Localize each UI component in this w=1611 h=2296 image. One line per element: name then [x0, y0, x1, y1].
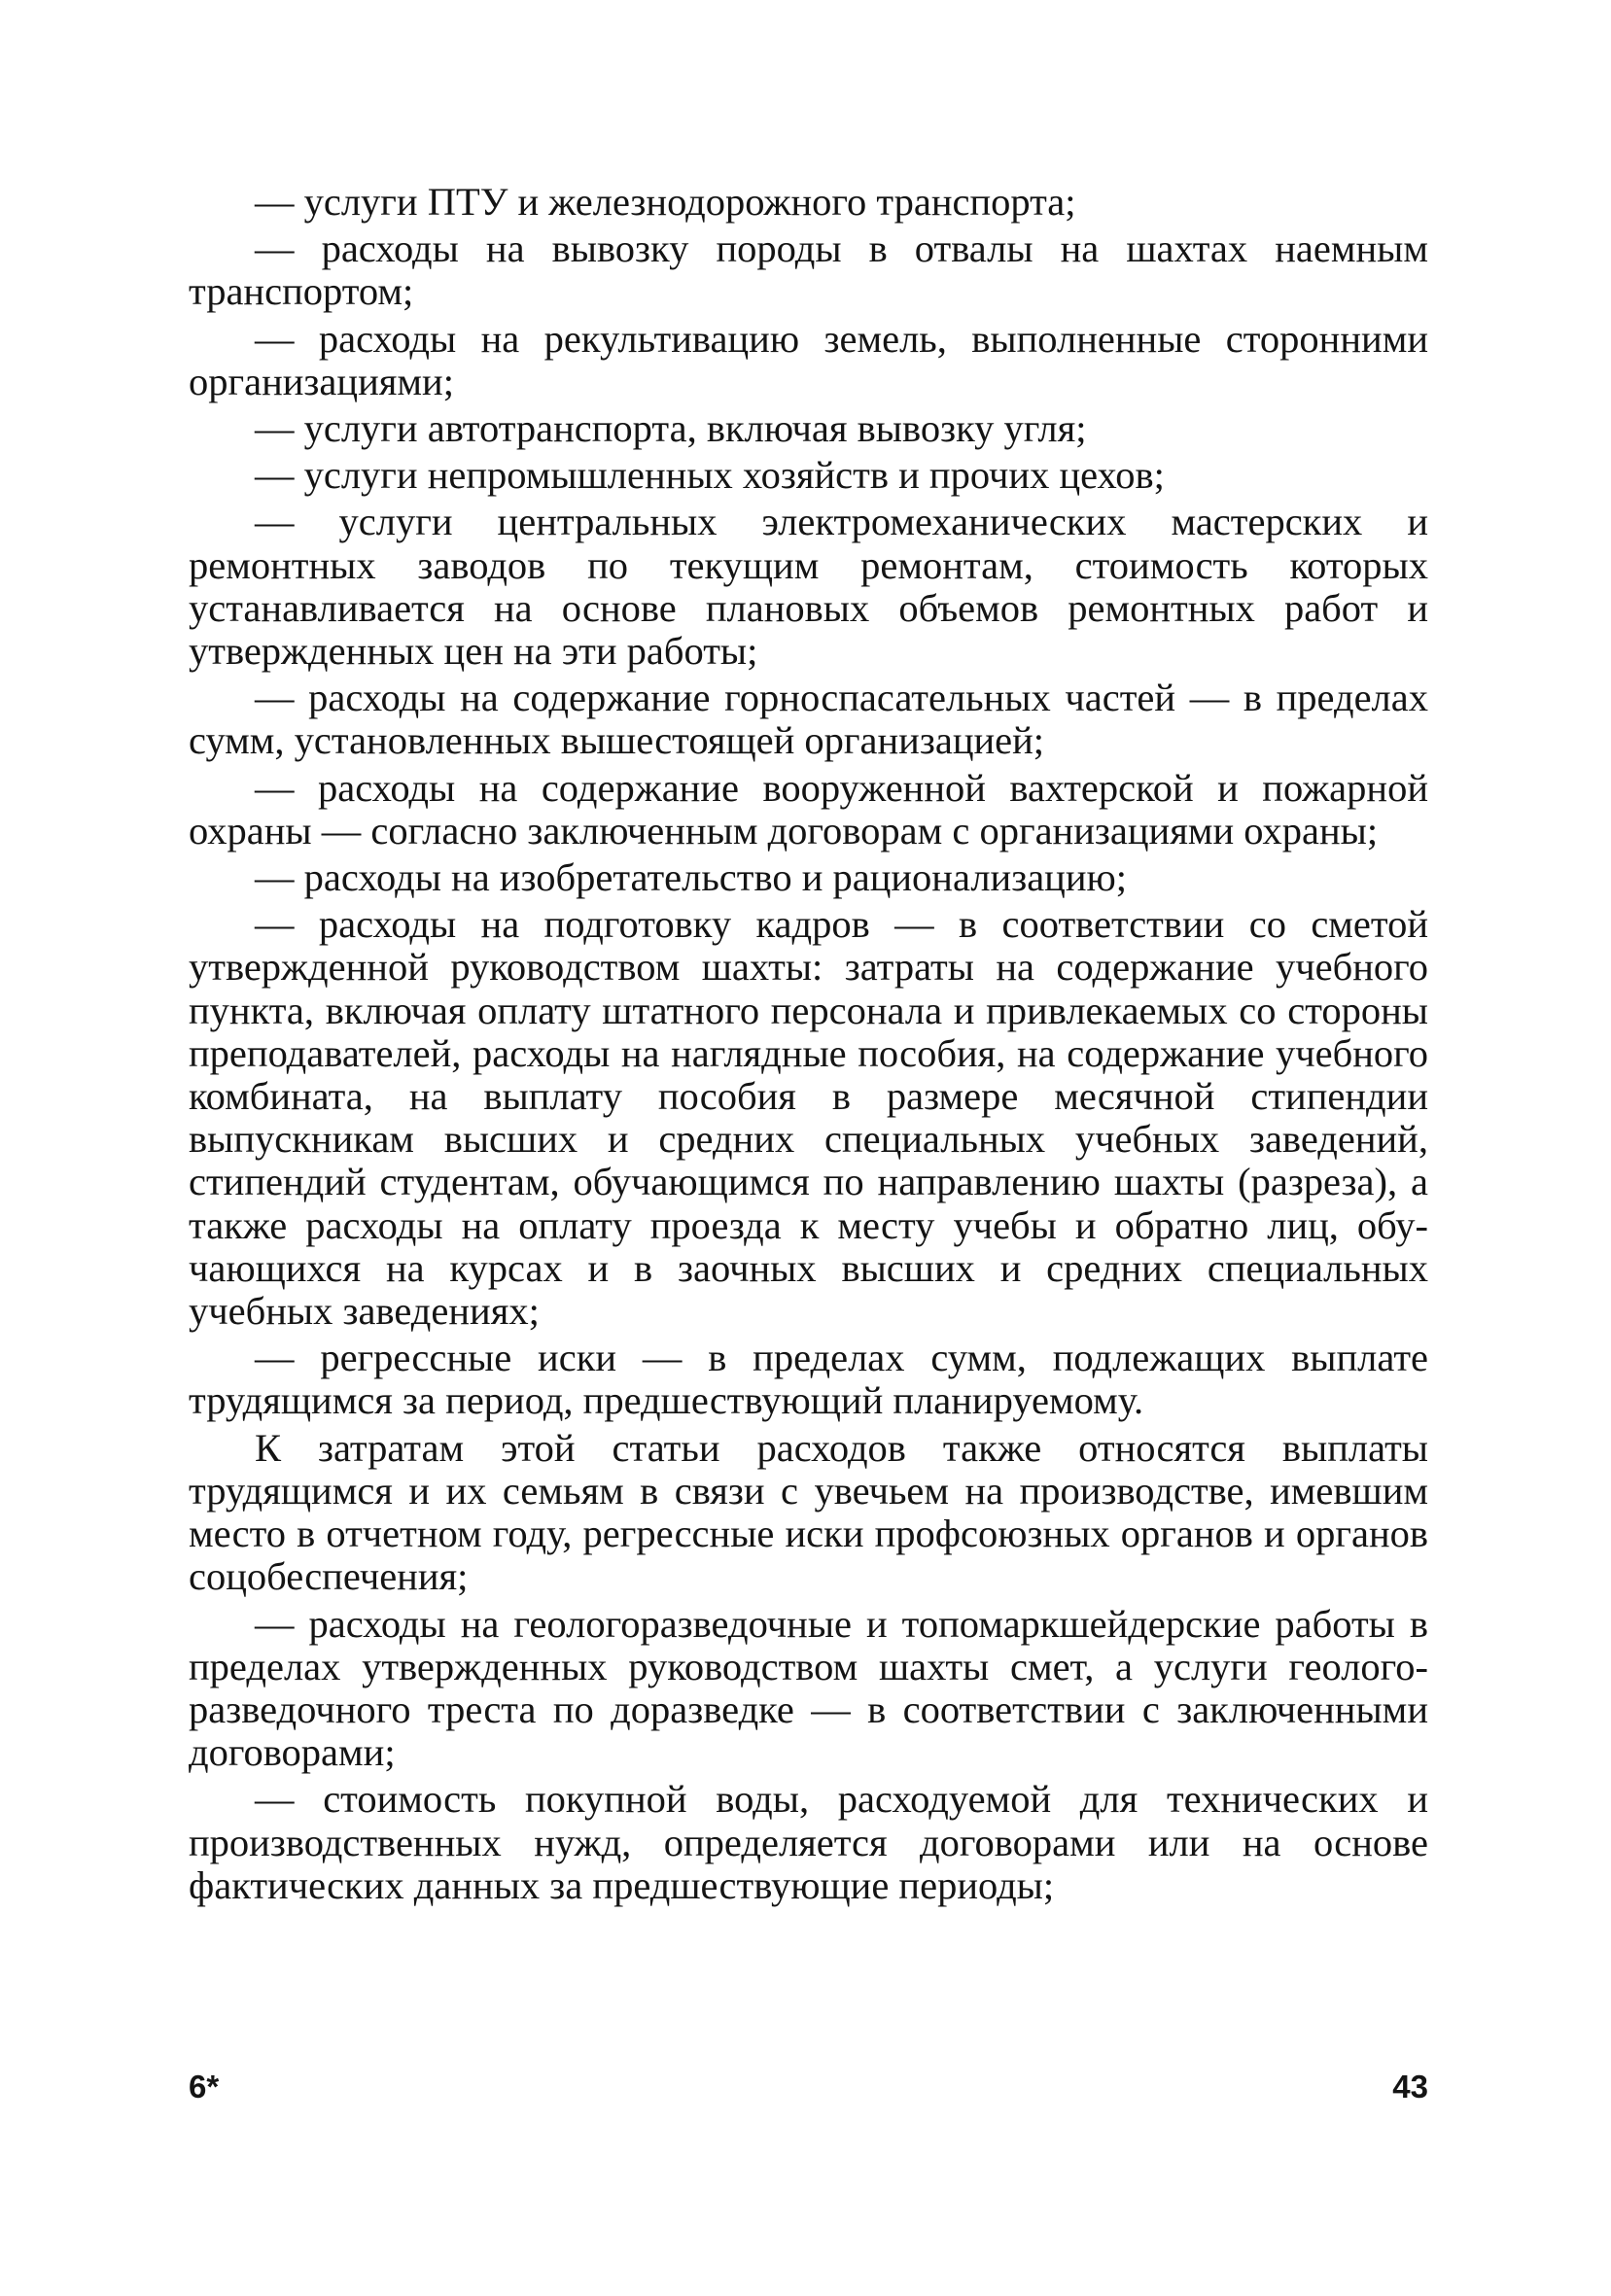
paragraph: К затратам этой статьи расходов также относятся выплаты трудящимся и их семьям в связи с увечьем на производстве, имевшим место в отчетном году, регрессные иски профсоюзных органов и органов соцобеспечения; [189, 1425, 1428, 1599]
paragraph: — услуги непромышленных хозяйств и прочих цехов; [255, 453, 1165, 498]
paragraph: — расходы на содержание горноспасательных частей — в пределах сумм, установленных вышестоящей организацией; [189, 676, 1428, 763]
paragraph: — расходы на изобретательство и рационализацию; [255, 855, 1128, 900]
signature-mark: 6* [189, 2069, 220, 2105]
page-body [189, 181, 1428, 2164]
page-footer [189, 2069, 1428, 2117]
paragraph: — расходы на рекультивацию земель, выполненные сторонними организациями; [189, 316, 1428, 403]
paragraph: — регрессные иски — в пределах сумм, подлежащих выплате трудящимся за период, предшествующий планируемому. [189, 1336, 1428, 1423]
paragraph: — услуги ПТУ и железнодорожного транспорта; [255, 180, 1076, 224]
page-number: 43 [1392, 2069, 1428, 2105]
paragraph: — услуги автотранспорта, включая вывозку угля; [255, 406, 1087, 451]
paragraph: — стоимость покупной воды, расходуемой для технических и производственных нужд, определяется договорами или на основе фактических данных за предшествующие периоды; [189, 1777, 1428, 1907]
paragraph: — расходы на вывозку породы в отвалы на шахтах наемным транспортом; [189, 226, 1428, 314]
paragraph: — расходы на подготовку кадров — в соответствии со сметой утвержденной руководством шахты: затраты на содержание учебного пункта, включая оплату штатного персонала и привлекаемых со стороны преподавателей, расходы на наглядные пособия, на содержание учебного комбината, на выплату пособия в размере месячной стипендии выпускникам высших и средних специальных учебных заведений, стипендий студентам, обучающимся по направлению шахты (разреза), а также расходы на оплату проезда к месту учебы и обратно лиц, обучающихся на курсах и в заочных высших и средних специальных учебных заведениях; [189, 902, 1428, 1334]
paragraph: — расходы на содержание вооруженной вахтерской и пожарной охраны — согласно заключенным договорам с организациями охраны; [189, 765, 1428, 852]
paragraph: — расходы на геологоразведочные и топомаркшейдерские работы в пределах утвержденных руководством шахты смет, а услуги геолого-разведочного треста по доразведке — в соответствии с заключенными договорами; [189, 1601, 1428, 1775]
paragraph: — услуги центральных электромеханических мастерских и ремонтных заводов по текущим ремонтам, стоимость которых устанавливается на основе плановых объемов ремонтных работ и утвержденных цен на эти работы; [189, 500, 1428, 674]
